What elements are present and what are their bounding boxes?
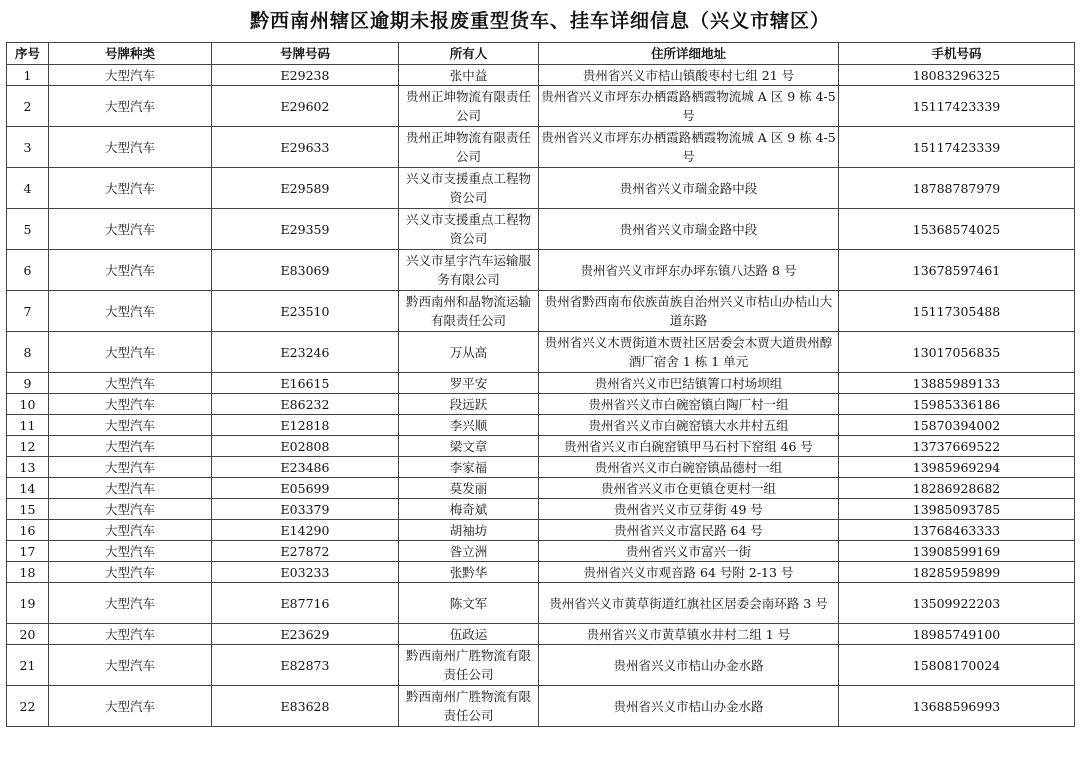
cell-plate-number: E83628: [212, 686, 399, 727]
cell-phone: 13509922203: [839, 583, 1075, 624]
cell-plate-number: E29359: [212, 209, 399, 250]
table-row: [7, 541, 1075, 562]
cell-plate-type: 大型汽车: [49, 394, 212, 415]
cell-no: 22: [7, 686, 49, 727]
cell-no: 18: [7, 562, 49, 583]
header-phone: 手机号码: [839, 43, 1075, 65]
cell-plate-number: E03379: [212, 499, 399, 520]
cell-no: 15: [7, 499, 49, 520]
cell-phone: 15870394002: [839, 415, 1075, 436]
cell-owner: 兴义市支援重点工程物资公司: [399, 209, 539, 250]
cell-plate-type: 大型汽车: [49, 478, 212, 499]
table-row: [7, 168, 1075, 209]
cell-plate-type: 大型汽车: [49, 457, 212, 478]
cell-plate-number: E02808: [212, 436, 399, 457]
table-row: [7, 394, 1075, 415]
cell-plate-type: 大型汽车: [49, 520, 212, 541]
cell-plate-type: 大型汽车: [49, 645, 212, 686]
cell-no: 8: [7, 332, 49, 373]
cell-plate-type: 大型汽车: [49, 332, 212, 373]
cell-owner: 伍政运: [399, 624, 539, 645]
cell-no: 21: [7, 645, 49, 686]
cell-address: 贵州省兴义市富民路 64 号: [539, 520, 839, 541]
cell-owner: 万从高: [399, 332, 539, 373]
cell-address: 贵州省兴义市巴结镇箐口村场坝组: [539, 373, 839, 394]
cell-owner: 贵州正坤物流有限责任公司: [399, 127, 539, 168]
cell-no: 4: [7, 168, 49, 209]
table-row: [7, 415, 1075, 436]
cell-address: 贵州省兴义市富兴一街: [539, 541, 839, 562]
cell-no: 6: [7, 250, 49, 291]
cell-plate-number: E23486: [212, 457, 399, 478]
cell-phone: 15117305488: [839, 291, 1075, 332]
cell-phone: 13885989133: [839, 373, 1075, 394]
cell-phone: 18788787979: [839, 168, 1075, 209]
cell-owner: 黔西南州广胜物流有限责任公司: [399, 686, 539, 727]
cell-no: 5: [7, 209, 49, 250]
cell-plate-type: 大型汽车: [49, 168, 212, 209]
cell-plate-type: 大型汽车: [49, 583, 212, 624]
cell-no: 19: [7, 583, 49, 624]
cell-phone: 13768463333: [839, 520, 1075, 541]
cell-plate-number: E29602: [212, 86, 399, 127]
cell-phone: 18285959899: [839, 562, 1075, 583]
table-row: [7, 478, 1075, 499]
cell-address: 贵州省兴义市观音路 64 号附 2-13 号: [539, 562, 839, 583]
table-row: [7, 624, 1075, 645]
cell-phone: 13688596993: [839, 686, 1075, 727]
table-row: [7, 65, 1075, 86]
cell-no: 1: [7, 65, 49, 86]
cell-no: 3: [7, 127, 49, 168]
header-owner: 所有人: [399, 43, 539, 65]
cell-address: 贵州省兴义市白碗窑镇大水井村五组: [539, 415, 839, 436]
header-plate-type: 号牌种类: [49, 43, 212, 65]
cell-address: 贵州省兴义市瑞金路中段: [539, 209, 839, 250]
vehicle-table: [6, 42, 1075, 727]
cell-plate-number: E87716: [212, 583, 399, 624]
header-no: 序号: [7, 43, 49, 65]
cell-plate-number: E12818: [212, 415, 399, 436]
cell-owner: 李兴顺: [399, 415, 539, 436]
table-row: [7, 520, 1075, 541]
cell-no: 10: [7, 394, 49, 415]
cell-owner: 黔西南州广胜物流有限责任公司: [399, 645, 539, 686]
table-header-row: [7, 43, 1075, 65]
cell-plate-number: E83069: [212, 250, 399, 291]
cell-no: 11: [7, 415, 49, 436]
cell-owner: 李家福: [399, 457, 539, 478]
cell-no: 12: [7, 436, 49, 457]
table-row: [7, 562, 1075, 583]
cell-phone: 13737669522: [839, 436, 1075, 457]
header-address: 住所详细地址: [539, 43, 839, 65]
cell-phone: 15368574025: [839, 209, 1075, 250]
cell-address: 贵州省兴义市白碗窑镇甲马石村下窑组 46 号: [539, 436, 839, 457]
cell-plate-number: E03233: [212, 562, 399, 583]
table-row: [7, 127, 1075, 168]
cell-phone: 18083296325: [839, 65, 1075, 86]
cell-plate-type: 大型汽车: [49, 436, 212, 457]
cell-no: 7: [7, 291, 49, 332]
cell-address: 贵州省兴义市白碗窑镇品德村一组: [539, 457, 839, 478]
cell-phone: 13678597461: [839, 250, 1075, 291]
cell-no: 17: [7, 541, 49, 562]
table-row: [7, 250, 1075, 291]
cell-address: 贵州省兴义市黄草街道红旗社区居委会南环路 3 号: [539, 583, 839, 624]
cell-plate-type: 大型汽车: [49, 541, 212, 562]
cell-owner: 梅奇斌: [399, 499, 539, 520]
cell-owner: 罗平安: [399, 373, 539, 394]
table-row: [7, 86, 1075, 127]
cell-address: 贵州省兴义市瑞金路中段: [539, 168, 839, 209]
cell-address: 贵州省兴义市仓更镇仓更村一组: [539, 478, 839, 499]
cell-owner: 段远跃: [399, 394, 539, 415]
cell-no: 14: [7, 478, 49, 499]
cell-owner: 莫发丽: [399, 478, 539, 499]
cell-plate-type: 大型汽车: [49, 86, 212, 127]
cell-plate-type: 大型汽车: [49, 127, 212, 168]
page-title: 黔西南州辖区逾期未报废重型货车、挂车详细信息（兴义市辖区）: [249, 10, 830, 32]
cell-address: 贵州省兴义市桔山镇酸枣村七组 21 号: [539, 65, 839, 86]
table-row: [7, 686, 1075, 727]
cell-plate-type: 大型汽车: [49, 686, 212, 727]
cell-address: 贵州省兴义市豆芽街 49 号: [539, 499, 839, 520]
cell-owner: 兴义市支援重点工程物资公司: [399, 168, 539, 209]
table-row: [7, 209, 1075, 250]
cell-plate-number: E23246: [212, 332, 399, 373]
cell-no: 13: [7, 457, 49, 478]
cell-plate-number: E27872: [212, 541, 399, 562]
cell-plate-type: 大型汽车: [49, 65, 212, 86]
cell-no: 9: [7, 373, 49, 394]
table-row: [7, 645, 1075, 686]
cell-phone: 15985336186: [839, 394, 1075, 415]
header-plate-number: 号牌号码: [212, 43, 399, 65]
cell-plate-type: 大型汽车: [49, 209, 212, 250]
cell-phone: 13908599169: [839, 541, 1075, 562]
cell-plate-number: E05699: [212, 478, 399, 499]
cell-owner: 张中益: [399, 65, 539, 86]
cell-address: 贵州省兴义市坪东办栖霞路栖霞物流城 A 区 9 栋 4-5 号: [539, 127, 839, 168]
cell-plate-number: E14290: [212, 520, 399, 541]
cell-address: 贵州省兴义市黄草镇水井村二组 1 号: [539, 624, 839, 645]
cell-plate-type: 大型汽车: [49, 624, 212, 645]
cell-address: 贵州省兴义市白碗窑镇白陶厂村一组: [539, 394, 839, 415]
cell-phone: 18985749100: [839, 624, 1075, 645]
cell-address: 贵州省兴义市坪东办栖霞路栖霞物流城 A 区 9 栋 4-5 号: [539, 86, 839, 127]
cell-plate-type: 大型汽车: [49, 291, 212, 332]
cell-address: 贵州省兴义市桔山办金水路: [539, 686, 839, 727]
cell-owner: 兴义市星宇汽车运输服务有限公司: [399, 250, 539, 291]
cell-owner: 陈文军: [399, 583, 539, 624]
cell-phone: 13017056835: [839, 332, 1075, 373]
cell-plate-type: 大型汽车: [49, 250, 212, 291]
table-row: [7, 373, 1075, 394]
cell-address: 贵州省黔西南布依族苗族自治州兴义市桔山办桔山大道东路: [539, 291, 839, 332]
cell-plate-type: 大型汽车: [49, 499, 212, 520]
table-row: [7, 436, 1075, 457]
cell-phone: 15808170024: [839, 645, 1075, 686]
cell-plate-number: E23510: [212, 291, 399, 332]
table-row: [7, 332, 1075, 373]
cell-address: 贵州省兴义市坪东办坪东镇八达路 8 号: [539, 250, 839, 291]
table-row: [7, 499, 1075, 520]
cell-owner: 胡袖坊: [399, 520, 539, 541]
cell-phone: 18286928682: [839, 478, 1075, 499]
cell-plate-number: E29589: [212, 168, 399, 209]
cell-address: 贵州省兴义市桔山办金水路: [539, 645, 839, 686]
cell-plate-number: E82873: [212, 645, 399, 686]
table-row: [7, 291, 1075, 332]
cell-owner: 张黔华: [399, 562, 539, 583]
cell-no: 2: [7, 86, 49, 127]
cell-phone: 13985093785: [839, 499, 1075, 520]
cell-owner: 昝立洲: [399, 541, 539, 562]
cell-plate-number: E23629: [212, 624, 399, 645]
cell-owner: 黔西南州和晶物流运输有限责任公司: [399, 291, 539, 332]
cell-plate-type: 大型汽车: [49, 562, 212, 583]
cell-no: 16: [7, 520, 49, 541]
cell-plate-number: E16615: [212, 373, 399, 394]
cell-plate-type: 大型汽车: [49, 373, 212, 394]
cell-plate-number: E29238: [212, 65, 399, 86]
cell-phone: 15117423339: [839, 86, 1075, 127]
cell-owner: 贵州正坤物流有限责任公司: [399, 86, 539, 127]
cell-no: 20: [7, 624, 49, 645]
cell-phone: 13985969294: [839, 457, 1075, 478]
cell-plate-number: E86232: [212, 394, 399, 415]
cell-owner: 梁文章: [399, 436, 539, 457]
cell-plate-number: E29633: [212, 127, 399, 168]
cell-plate-type: 大型汽车: [49, 415, 212, 436]
table-row: [7, 457, 1075, 478]
cell-phone: 15117423339: [839, 127, 1075, 168]
table-row: [7, 583, 1075, 624]
cell-address: 贵州省兴义木贾街道木贾社区居委会木贾大道贵州醇酒厂宿舍 1 栋 1 单元: [539, 332, 839, 373]
